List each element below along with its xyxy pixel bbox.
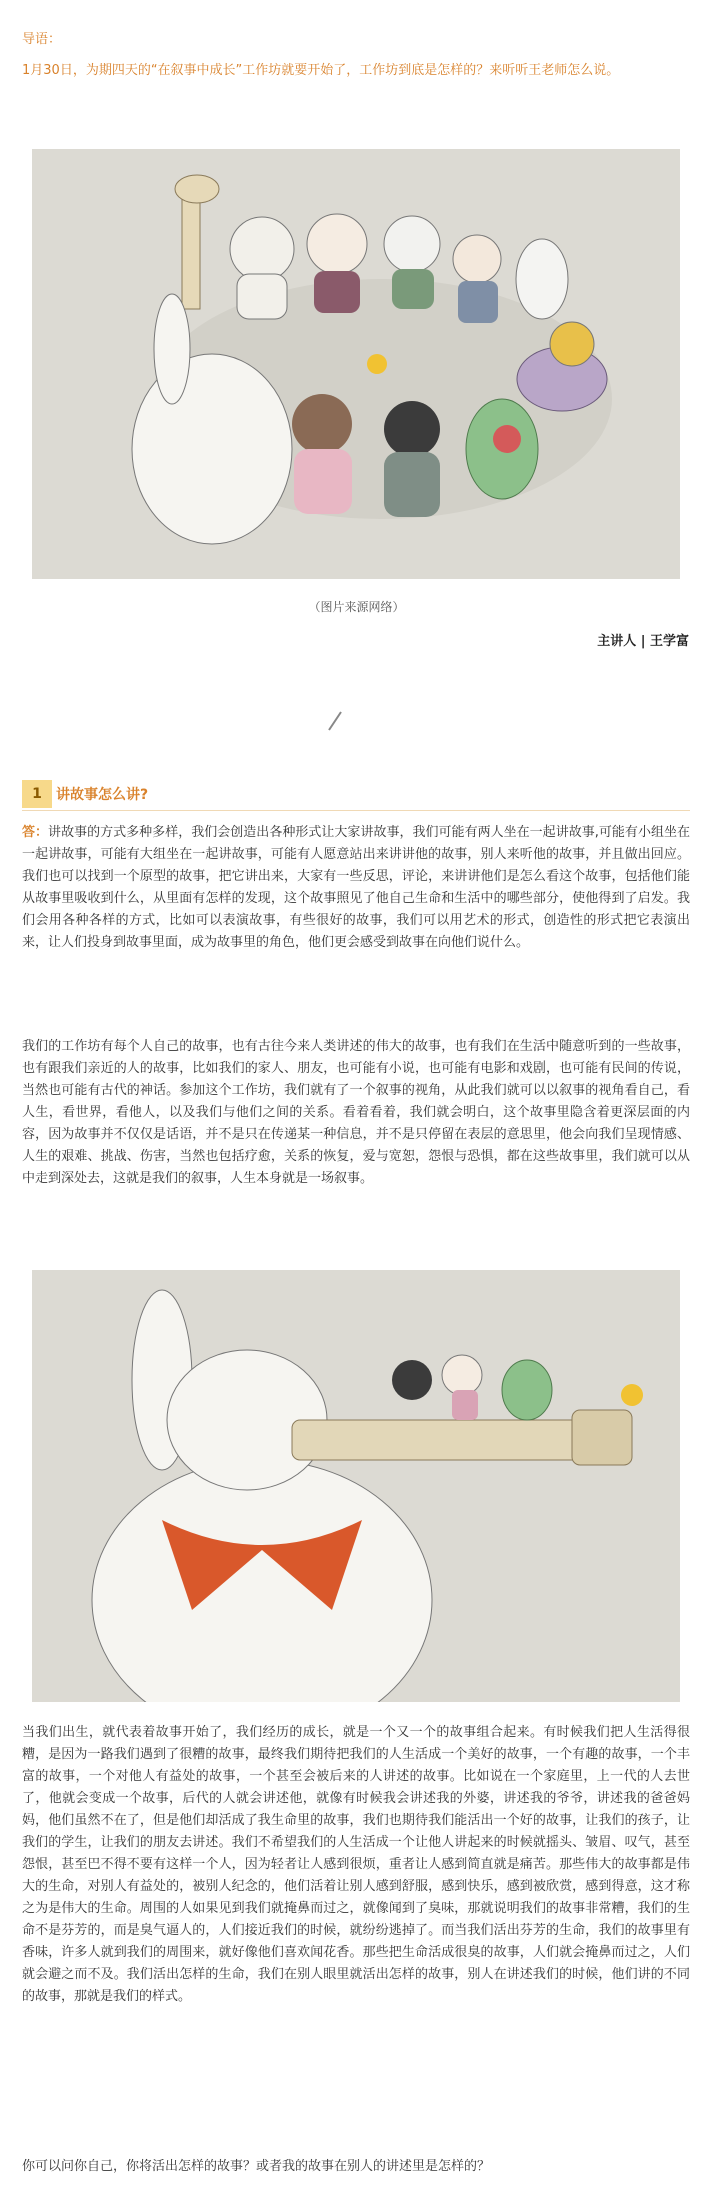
intro-text: 1月30日，为期四天的“在叙事中成长”工作坊就要开始了，工作坊到底是怎样的？来听听王老师怎么说。 bbox=[22, 63, 620, 78]
section-number-badge: 1 bbox=[22, 780, 52, 808]
paragraph-4: 你可以问你自己，你将活出怎样的故事？或者我的故事在别人的讲述里是怎样的？ bbox=[22, 2159, 491, 2174]
speaker-credit: 主讲人 | 王学富 bbox=[597, 634, 689, 649]
section-underline bbox=[22, 810, 690, 811]
paragraph-2: 我们的工作坊有每个人自己的故事，也有古往今来人类讲述的伟大的故事，也有我们在生活中随意听到的一些故事，也有跟我们亲近的人的故事，比如我们的家人、朋友，也可能有小说，也可能有电影和戏剧，也可能有民间的传说，当然也可能有古代的神话。参加这个工作坊，我们就有了一个叙事的视角，从此我们就可以以叙事的视角看自己，看人生，看世界，看他人，以及我们与他们之间的关系。看着看着，我们就会明白，这个故事里隐含着更深层面的内容，因为故事并不仅仅是话语，并不是只在传递某一种信息，并不是只停留在表层的意思里，他会向我们呈现情感、人生的艰难、挑战、伤害，当然也包括疗愈，关系的恢复，爱与宽恕，怨恨与恐惧，都在这些故事里，我们就可以从中走到深处去，这就是我们的叙事，人生本身就是一场叙事。 bbox=[22, 1039, 690, 1186]
story-circle-drawing bbox=[32, 149, 680, 579]
answer-text: 讲故事的方式多种多样，我们会创造出各种形式让大家讲故事，我们可能有两人坐在一起讲故事,可能有小组坐在一起讲故事，可能有大组坐在一起讲故事，可能有人愿意站出来讲讲他的故事，别人来听他的故事，并且做出回应。我们也可以找到一个原型的故事，把它讲出来，大家有一些反思，评论，来讲讲他们是怎么看这个故事，包括他们能从故事里吸收到什么，从里面有怎样的发现，这个故事照见了他自己生命和生活中的哪些部分，使他得到了启发。我们会用各种各样的方式，比如可以表演故事，有些很好的故事，我们可以用艺术的形式，创造性的形式把它表演出来，让人们投身到故事里面，成为故事里的角色，他们更会感受到故事在向他们说什么。 bbox=[22, 825, 690, 950]
illustration-story-circle bbox=[32, 149, 680, 579]
image-caption: （图片来源网络） bbox=[308, 600, 405, 614]
paragraph-answer bbox=[22, 822, 690, 954]
intro-label: 导语： bbox=[22, 32, 62, 47]
section-title: 讲故事怎么讲? bbox=[56, 787, 149, 803]
section-header bbox=[22, 780, 690, 812]
illustration-rabbit-telescope bbox=[32, 1270, 680, 1702]
paragraph-3: 当我们出生，就代表着故事开始了，我们经历的成长，就是一个又一个的故事组合起来。有时候我们把人生活得很糟，是因为一路我们遇到了很糟的故事，最终我们期待把我们的人生活成一个美好的故事，一个有趣的故事，一个丰富的故事，一个对他人有益处的故事，一个甚至会被后来的人讲述的故事。比如说在一个家庭里，上一代的人去世了，他就会变成一个故事，后代的人就会讲述他，就像有时候我会讲述我的外婆，讲述我的爷爷，讲述我的爸爸妈妈，他们虽然不在了，但是他们却活成了我生命里的故事，我们也期待我们能活出一个好的故事，让我们的孩子，让我们的学生，让我们的朋友去讲述。我们不希望我们的人生活成一个让他人讲起来的时候就摇头、皱眉、叹气，甚至怨恨，甚至巴不得不要有这样一个人，因为轻者让人感到很烦，重者让人感到简直就是痛苦。那些伟大的故事都是伟大的生命，对别人有益处的，被别人纪念的，他们活着让别人感到舒服，感到快乐，感到被欣赏，感到得意，这才称之为是伟大的生命。周围的人如果见到我们就掩鼻而过之，就像闻到了臭味，那就说明我们的故事非常糟，我们的生命不是芬芳的，而是臭气逼人的，人们接近我们的时候，就纷纷逃掉了。而当我们活出芬芳的生命，我们的故事里有香味，许多人就到我们的周围来，就好像他们喜欢闻花香。那些把生命活成很臭的故事，人们就会掩鼻而过之，人们就会避之而不及。我们活出怎样的生命，我们在别人眼里就活出怎样的故事，别人在讲述我们的时候，他们讲的不同的故事，那就是我们的样式。 bbox=[22, 1725, 690, 2004]
answer-prefix: 答： bbox=[22, 825, 49, 840]
divider-slash-icon bbox=[325, 710, 345, 732]
rabbit-telescope-drawing bbox=[32, 1270, 680, 1702]
